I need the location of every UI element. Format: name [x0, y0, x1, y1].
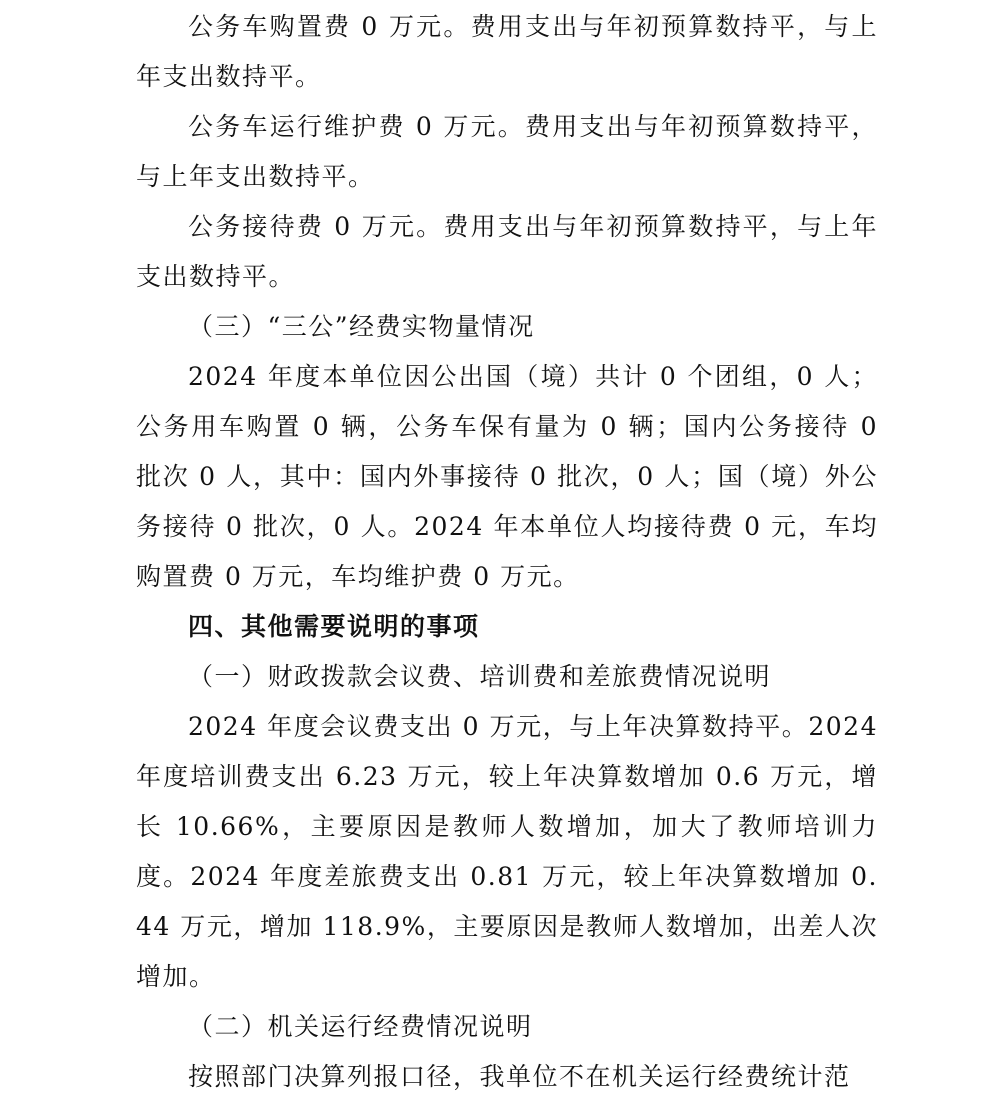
- paragraph-reception: 公务接待费 0 万元。费用支出与年初预算数持平，与上年支出数持平。: [136, 212, 878, 291]
- paragraph-vehicle-purchase: 公务车购置费 0 万元。费用支出与年初预算数持平，与上年支出数持平。: [136, 12, 878, 91]
- document-page: [136, 2, 878, 1102]
- section-heading-other-matters: 四、其他需要说明的事项: [188, 612, 480, 641]
- paragraph-vehicle-maintenance: 公务车运行维护费 0 万元。费用支出与年初预算数持平，与上年支出数持平。: [136, 112, 878, 191]
- subheading-meeting-training-travel: （一）财政拨款会议费、培训费和差旅费情况说明: [188, 662, 772, 691]
- subheading-three-public-physical: （三）“三公”经费实物量情况: [188, 312, 535, 341]
- paragraph-operating-expenses: 按照部门决算列报口径，我单位不在机关运行经费统计范: [188, 1062, 851, 1091]
- paragraph-meeting-training-travel: 2024 年度会议费支出 0 万元，与上年决算数持平。2024 年度培训费支出 6.23 万元，较上年决算数增加 0.6 万元，增长 10.66%，主要原因是教师人数增加，加大了教师培训力度。2024 年度差旅费支出 0.81 万元，较上年决算数增加 0.44 万元，增加 118.9%，主要原因是教师人数增加，出差人次增加。: [136, 712, 878, 991]
- subheading-operating-expenses: （二）机关运行经费情况说明: [188, 1012, 533, 1041]
- paragraph-physical-quantities: 2024 年度本单位因公出国（境）共计 0 个团组，0 人；公务用车购置 0 辆，公务车保有量为 0 辆；国内公务接待 0 批次 0 人，其中：国内外事接待 0 批次，0 人；国（境）外公务接待 0 批次，0 人。2024 年本单位人均接待费 0 元，车均购置费 0 万元，车均维护费 0 万元。: [136, 362, 878, 591]
